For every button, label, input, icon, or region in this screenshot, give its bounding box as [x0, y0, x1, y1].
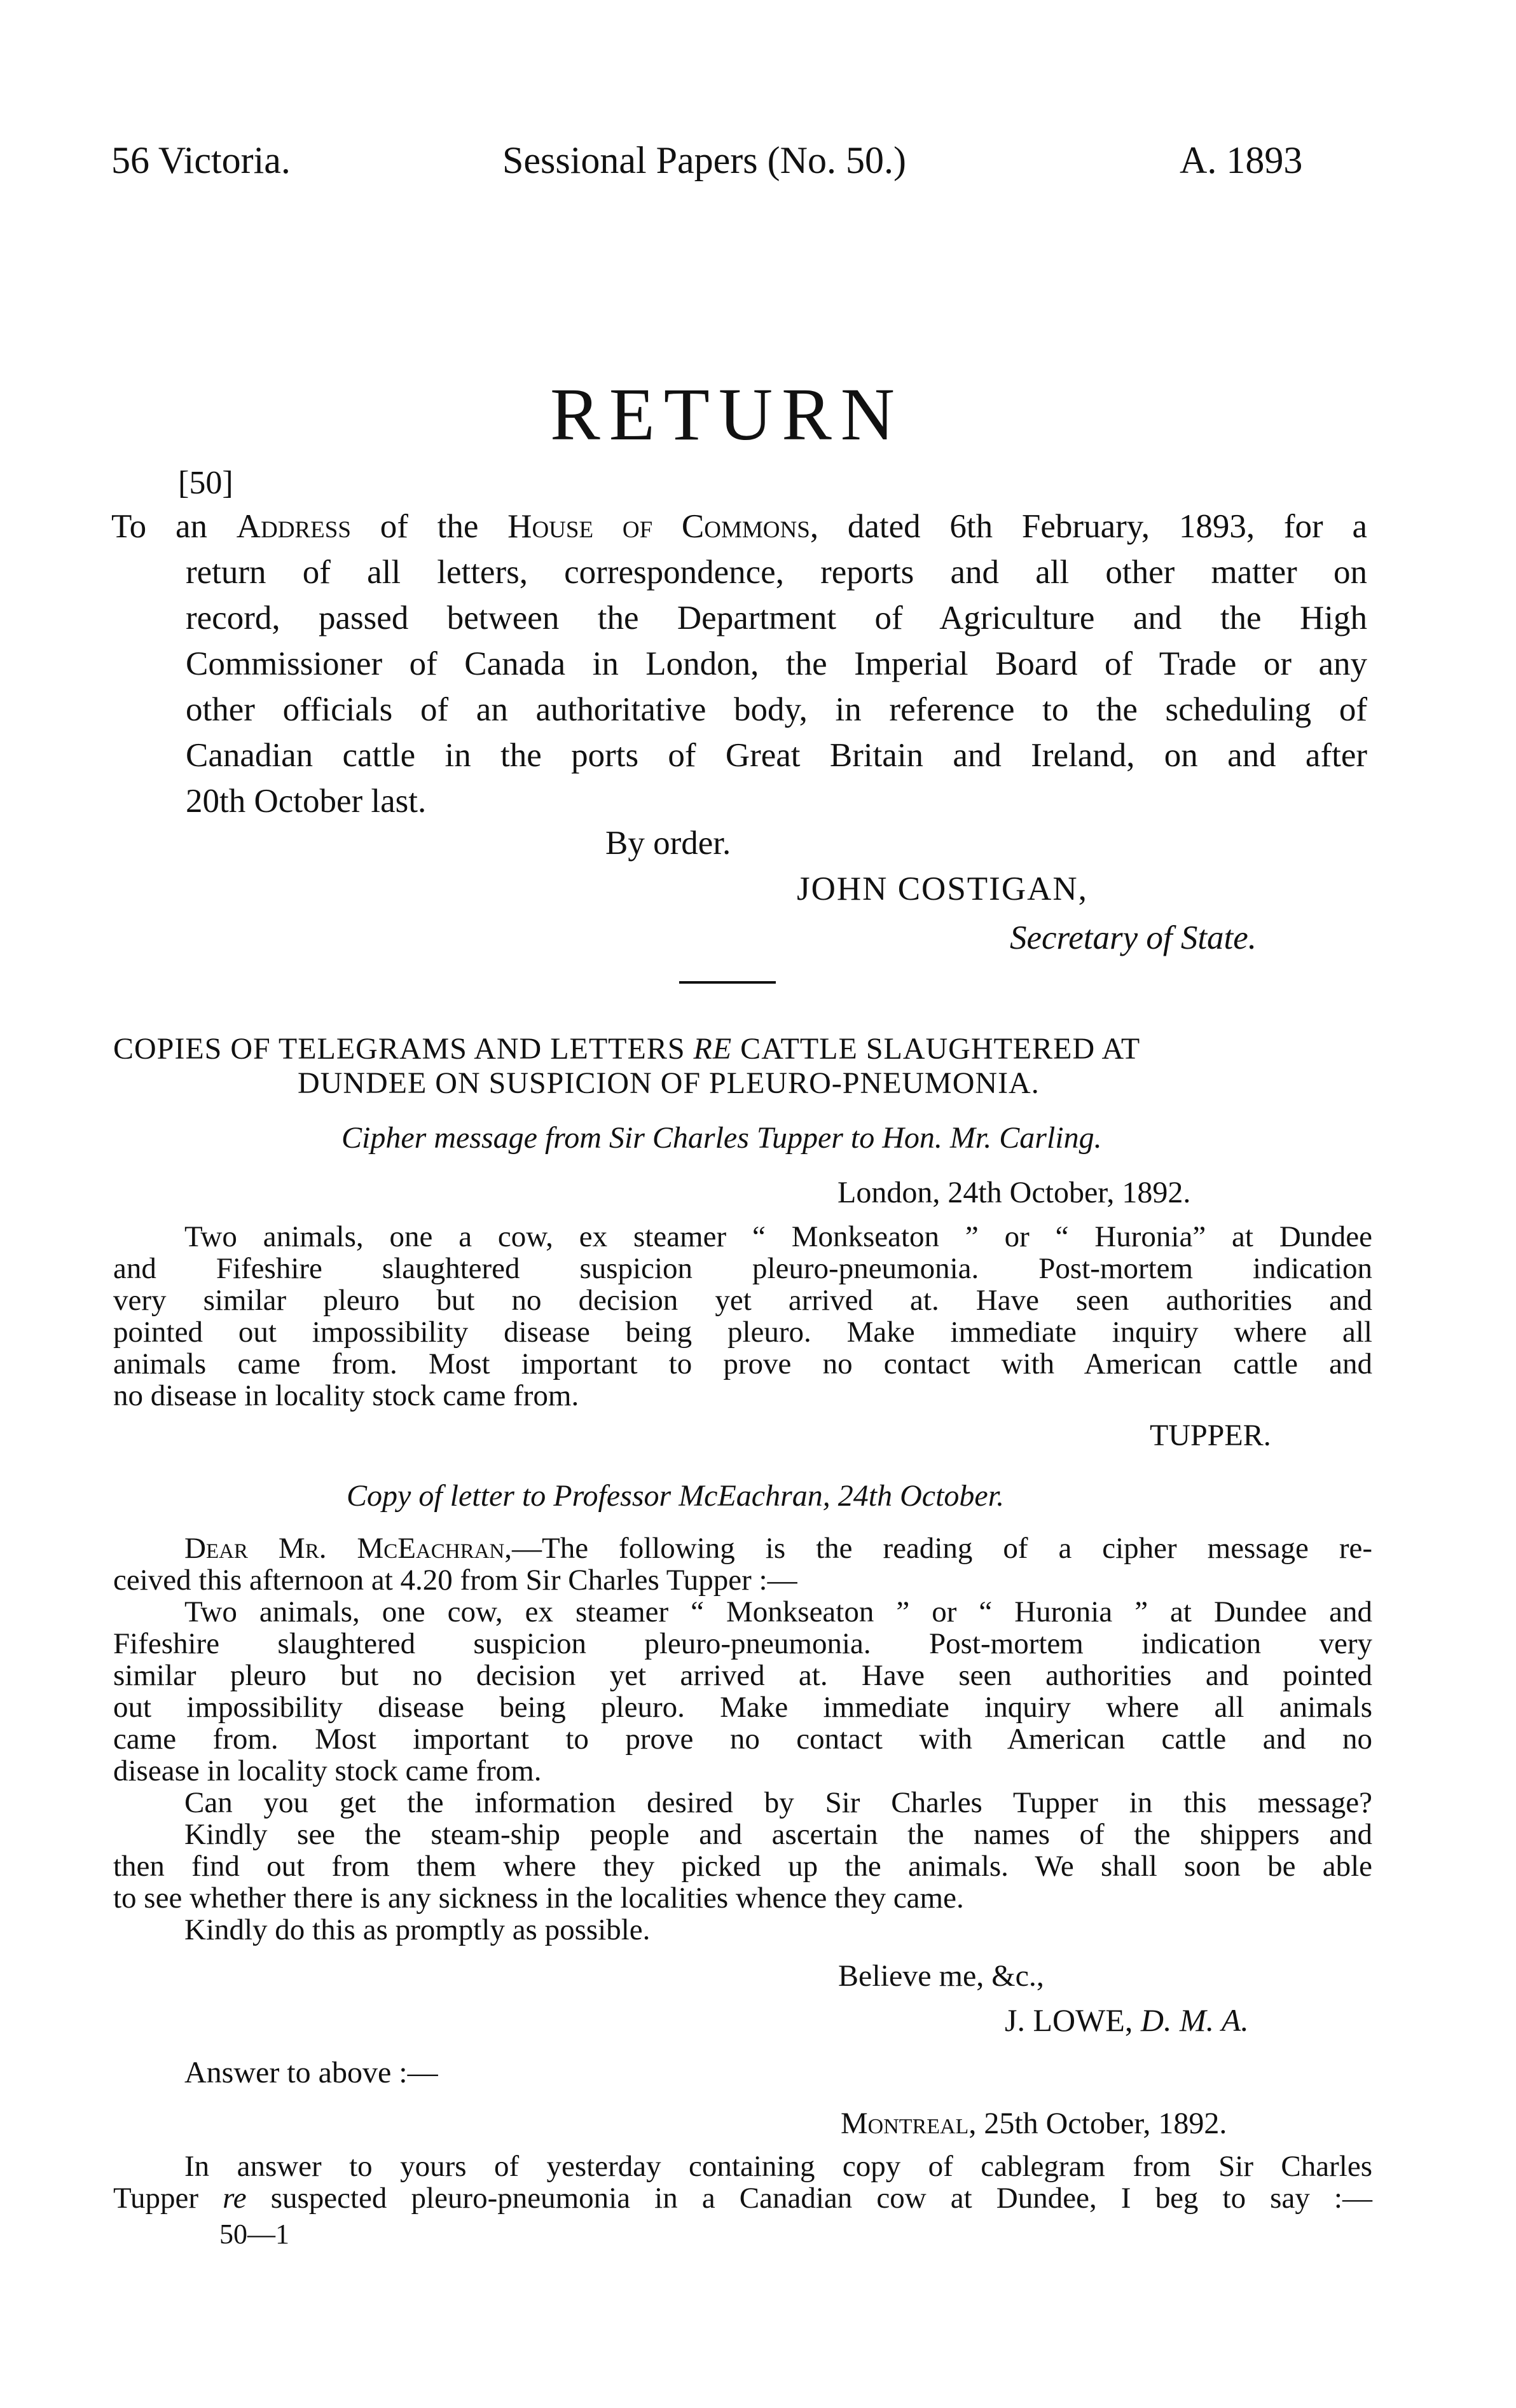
- page-title: RETURN: [550, 373, 904, 456]
- telegram-body: [113, 1221, 1372, 1412]
- letter-heading: Copy of letter to Professor McEachran, 24th October.: [347, 1479, 1005, 1513]
- letter-line: disease in locality stock came from.: [113, 1754, 542, 1787]
- telegram-line: animals came from. Most important to prove no contact with American cattle and: [113, 1347, 1372, 1380]
- answer-place: Montreal: [841, 2107, 969, 2140]
- letter-line: —The following is the reading of a cipher message re-: [512, 1532, 1372, 1565]
- letter-line: Kindly do this as promptly as possible.: [184, 1913, 651, 1946]
- letter-signature-name: J. LOWE,: [1005, 2002, 1133, 2038]
- letter-line: came from. Most important to prove no contact with American cattle and no: [113, 1723, 1372, 1756]
- letter-line: Fifeshire slaughtered suspicion pleuro-pneumonia. Post-mortem indication very: [113, 1627, 1372, 1660]
- answer-label: Answer to above :—: [184, 2056, 438, 2089]
- section-heading-line2: DUNDEE ON SUSPICION OF PLEURO-PNEUMONIA.: [298, 1066, 1040, 1100]
- letter-line: out impossibility disease being pleuro. Make immediate inquiry where all animals: [113, 1691, 1372, 1724]
- address-term: Address: [236, 508, 351, 545]
- address-to: To an: [111, 508, 237, 545]
- answer-line: In answer to yours of yesterday containing copy of cablegram from Sir Charles: [184, 2150, 1372, 2183]
- answer-dateline: [841, 2106, 1227, 2141]
- telegram-subheading: Cipher message from Sir Charles Tupper to Hon. Mr. Carling.: [341, 1121, 1102, 1155]
- address-line: other officials of an authoritative body, in reference to the scheduling of: [186, 691, 1367, 728]
- section-heading-part: COPIES OF TELEGRAMS AND LETTERS: [113, 1032, 694, 1066]
- answer-line-part: suspected pleuro-pneumonia in a Canadian cow at Dundee, I beg to say :—: [246, 2182, 1372, 2215]
- answer-line-part: Tupper: [113, 2182, 223, 2215]
- telegram-line: very similar pleuro but no decision yet arrived at. Have seen authorities and: [113, 1284, 1372, 1317]
- telegram-signature: TUPPER.: [1150, 1419, 1271, 1452]
- address-paragraph: [186, 549, 1367, 824]
- section-divider: [679, 981, 776, 984]
- letter-line: Can you get the information desired by Sir Charles Tupper in this message?: [184, 1786, 1372, 1819]
- section-heading-line1: [113, 1031, 1140, 1066]
- telegram-line: pointed out impossibility disease being pleuro. Make immediate inquiry where all: [113, 1316, 1372, 1349]
- answer-date: , 25th October, 1892.: [968, 2107, 1227, 2140]
- letter-first-line: [113, 1532, 1372, 1564]
- header-sessional-papers: Sessional Papers (No. 50.): [502, 139, 906, 181]
- letter-closing: Believe me, &c.,: [838, 1959, 1044, 1993]
- signatory-title: Secretary of State.: [1010, 919, 1257, 956]
- letter-line: then find out from them where they picked up the animals. We shall soon be able: [113, 1850, 1372, 1883]
- header-regnal-year: 56 Victoria.: [111, 139, 291, 181]
- address-date: , dated 6th February, 1893, for a: [810, 508, 1367, 545]
- letter-signature: [1005, 2002, 1249, 2039]
- section-heading-part: CATTLE SLAUGHTERED AT: [732, 1032, 1141, 1066]
- page-signature-mark: 50—1: [219, 2219, 289, 2250]
- telegram-line: and Fifeshire slaughtered suspicion pleuro-pneumonia. Post-mortem indication: [113, 1252, 1372, 1285]
- telegram-line: Two animals, one a cow, ex steamer “ Monkseaton ” or “ Huronia” at Dundee: [184, 1220, 1372, 1253]
- address-of: of the: [350, 508, 508, 545]
- address-first-line: [111, 504, 1367, 549]
- address-line: Commissioner of Canada in London, the Imperial Board of Trade or any: [186, 645, 1367, 682]
- address-line: Canadian cattle in the ports of Great Britain and Ireland, on and after: [186, 737, 1367, 774]
- signatory-name: JOHN COSTIGAN,: [797, 870, 1088, 907]
- address-line: 20th October last.: [186, 783, 427, 820]
- letter-line: similar pleuro but no decision yet arrived at. Have seen authorities and pointed: [113, 1659, 1372, 1692]
- letter-body: [113, 1532, 1372, 1946]
- section-heading-re: RE: [693, 1032, 733, 1066]
- paper-number: [50]: [178, 465, 233, 501]
- address-line: return of all letters, correspondence, reports and all other matter on: [186, 554, 1367, 591]
- salutation: Dear Mr. McEachran,: [184, 1532, 513, 1565]
- answer-re: re: [223, 2182, 247, 2215]
- letter-line: ceived this afternoon at 4.20 from Sir Charles Tupper :—: [113, 1564, 797, 1597]
- letter-line: Kindly see the steam-ship people and ascertain the names of the shippers and: [184, 1818, 1372, 1851]
- letter-line: Two animals, one cow, ex steamer “ Monkseaton ” or “ Huronia ” at Dundee and: [184, 1595, 1372, 1628]
- letter-signature-title: D. M. A.: [1140, 2002, 1249, 2038]
- address-line: record, passed between the Department of Agriculture and the High: [186, 600, 1367, 636]
- telegram-dateline: London, 24th October, 1892.: [837, 1176, 1191, 1209]
- house-of-commons: House of Commons: [507, 508, 810, 545]
- letter-line: to see whether there is any sickness in the localities whence they came.: [113, 1882, 964, 1915]
- by-order: By order.: [605, 825, 731, 862]
- telegram-line: no disease in locality stock came from.: [113, 1379, 579, 1412]
- header-year: A. 1893: [1180, 139, 1303, 181]
- answer-body: [113, 2150, 1372, 2214]
- answer-line: [113, 2182, 1372, 2214]
